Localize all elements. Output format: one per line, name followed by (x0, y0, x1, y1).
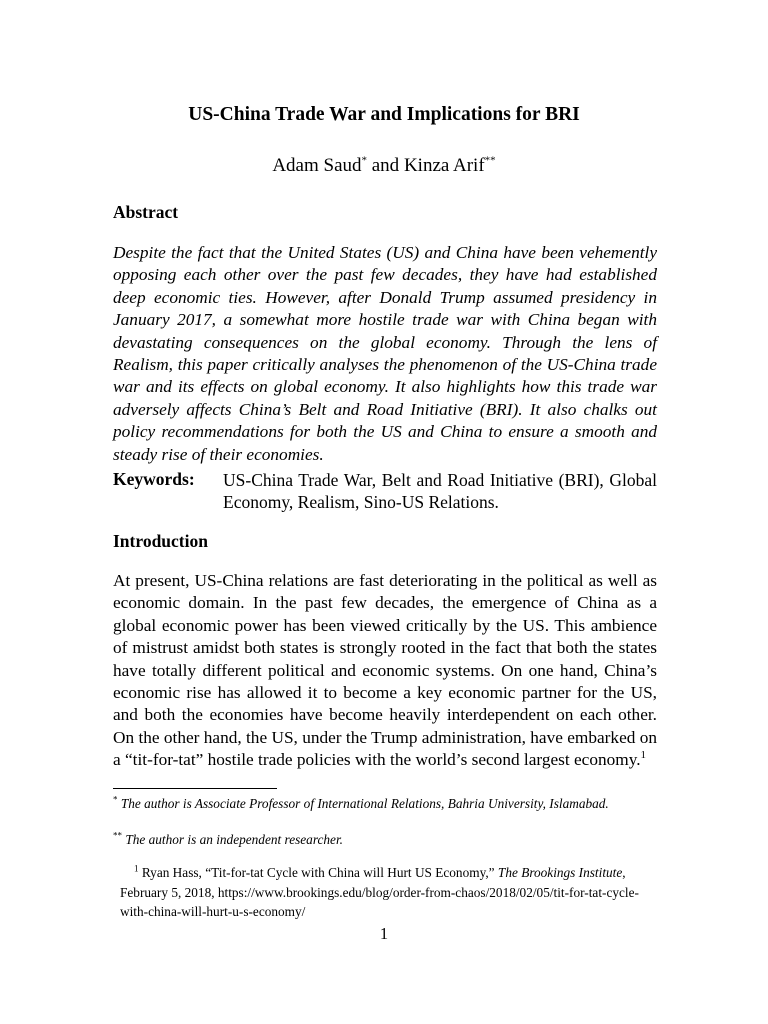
author-name: Kinza Arif (403, 155, 485, 176)
abstract-text: Despite the fact that the United States (US) and China have been vehemently opposing each other over the past few decades, they have had established deep economic ties. However, after Donald Trump assumed presidency in January 2017, a somewhat more hostile trade war with China began with devastating consequences on the global economy. Through the lens of Realism, this paper critically analyses the phenomenon of the US-China trade war and its effects on global economy. It also highlights how this trade war adversely affects China’s Belt and Road Initiative (BRI). It also chalks out policy recommendations for both the US and China to ensure a smooth and steady rise of their economies. (113, 243, 657, 464)
reference-details[interactable]: , February 5, 2018, https://www.brookings.edu/blog/order-from-chaos/2018/02/05/tit-for-tat-cycle-with-china-will-hurt-u-s-economy/ (120, 865, 639, 919)
author-connector: and (367, 155, 404, 176)
introduction-text (113, 570, 657, 772)
footnote-reference-mark[interactable]: 1 (640, 749, 647, 762)
keywords-text: US-China Trade War, Belt and Road Initiative (BRI), Global Economy, Realism, Sino-US Relations. (223, 470, 657, 513)
keywords-label: Keywords: (113, 469, 195, 489)
author-name: Adam Saud (272, 155, 362, 176)
author-footnote-mark[interactable]: ** (484, 154, 496, 167)
reference-text: Ryan Hass, “Tit-for-tat Cycle with China will Hurt US Economy,” (141, 865, 498, 880)
page-number: 1 (379, 924, 389, 943)
introduction-heading: Introduction (113, 531, 208, 551)
footnote (113, 832, 657, 849)
author-line (0, 155, 768, 177)
reference-mark: 1 (134, 863, 139, 874)
author-footnote-mark[interactable]: * (361, 154, 367, 167)
footnote-text: The author is an independent researcher. (125, 832, 343, 847)
footnote-mark: ** (113, 830, 122, 841)
reference-footnote (120, 863, 657, 922)
abstract-heading: Abstract (113, 202, 179, 222)
footnote-text: The author is Associate Professor of International Relations, Bahria University, Islamabad. (120, 796, 609, 811)
paper-title: US-China Trade War and Implications for BRI (188, 104, 580, 125)
footnote-divider (113, 788, 277, 789)
footnote-mark: * (113, 794, 118, 805)
reference-publisher: The Brookings Institute (497, 865, 623, 880)
footnote (113, 796, 657, 813)
introduction-body: At present, US-China relations are fast deteriorating in the political as well as economic domain. In the past few decades, the emergence of China as a global economic power has been viewed critically by the US. This ambience of mistrust amidst both states is strongly rooted in the fact that both the states have totally different political and economic systems. On one hand, China’s economic rise has allowed it to become a key economic partner for the US, and both the economies have become heavily interdependent on each other. On the other hand, the US, under the Trump administration, have embarked on a “tit-for-tat” hostile trade policies with the world’s second largest economy. (113, 571, 657, 770)
